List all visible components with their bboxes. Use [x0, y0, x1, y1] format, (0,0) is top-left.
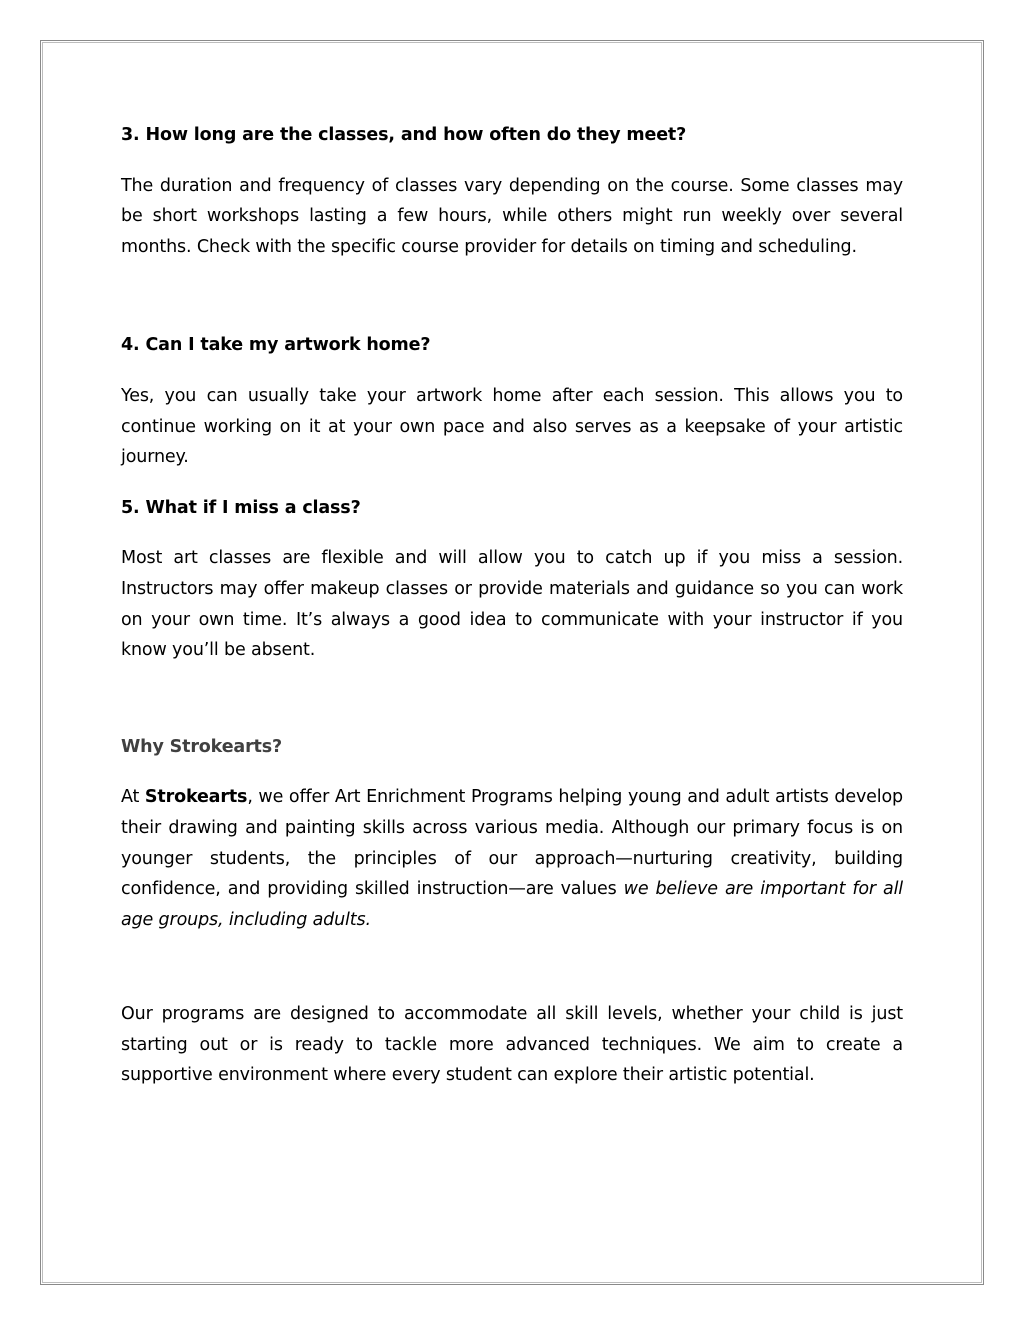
faq-answer-5: Most art classes are flexible and will allow you to catch up if you miss a session. Instructors may offer makeup classes or provide materials and guidance so you can work on your own time. It’s always a good idea to communicate with your instructor if you know you’ll be absent.: [121, 548, 903, 661]
why-paragraph-2: Our programs are designed to accommodate all skill levels, whether your child is just starting out or is ready to tackle more advanced techniques. We aim to create a supportive environment where every student can explore their artistic potential.: [121, 1004, 903, 1086]
why-italic-text: we believe are important for all age groups, including adults.: [121, 879, 903, 930]
brand-name: Strokearts: [144, 787, 248, 808]
faq-heading-3: 3. How long are the classes, and how often do they meet?: [121, 125, 687, 145]
why-paragraph-1: [121, 782, 903, 935]
document-body: [121, 120, 903, 1091]
faq-answer-3: The duration and frequency of classes vary depending on the course. Some classes may be short workshops lasting a few hours, while others might run weekly over several months. Check with the specific course provider for details on timing and scheduling.: [121, 175, 903, 257]
faq-heading-4: 4. Can I take my artwork home?: [121, 335, 431, 356]
why-prefix: At: [121, 787, 145, 808]
faq-heading-5: 5. What if I miss a class?: [121, 497, 361, 518]
faq-answer-4: Yes, you can usually take your artwork home after each session. This allows you to continue working on it at your own pace and also serves as a keepsake of your artistic journey.: [121, 385, 903, 468]
why-heading: Why Strokearts?: [121, 736, 283, 757]
why-main-text: , we offer Art Enrichment Programs helping young and adult artists develop their drawing and painting skills across various media. Although our primary focus is on younger students, the principles of our approach—nurturing creativity, building confidence, and providing skilled instruction—are values: [121, 787, 903, 900]
